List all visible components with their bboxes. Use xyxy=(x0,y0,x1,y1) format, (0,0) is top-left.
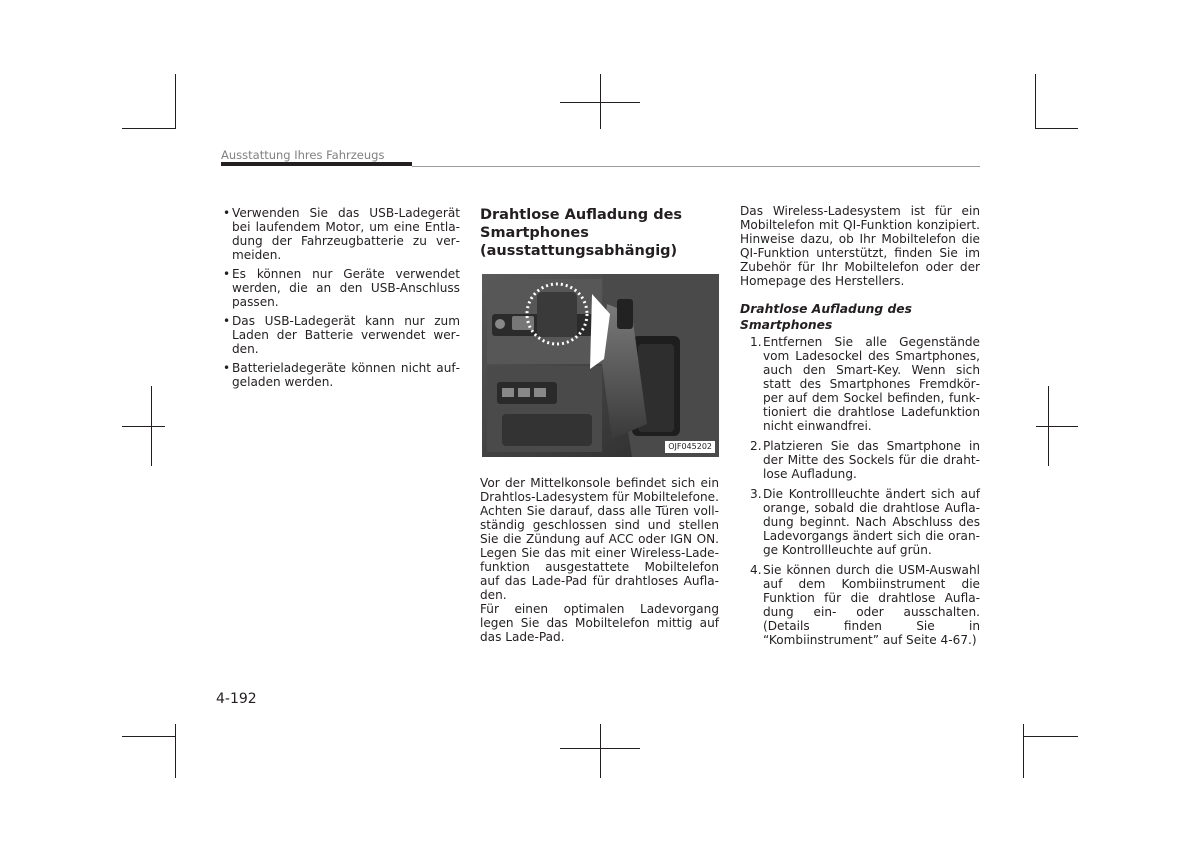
list-item: 1. Entfernen Sie alle Gegenstände vom Ladesockel des Smartphones, auch den Smart-Key. Wenn sich statt des Smartphones Fremdkörper auf dem Sockel befinden, funktioniert die drahtlose Ladefunktion nicht einwandfrei. xyxy=(750,335,980,433)
bullet-dot-icon: • xyxy=(223,361,231,375)
bullet-item: • Verwenden Sie das USB-Ladegerät bei laufendem Motor, um eine Entladung der Fahrzeugbatterie zu vermeiden. xyxy=(223,206,460,262)
section-header: Ausstattung Ihres Fahrzeugs xyxy=(221,148,385,162)
bullet-item: • Batterieladegeräte können nicht aufgeladen werden. xyxy=(223,361,460,389)
console-illustration xyxy=(482,274,719,457)
list-item: 3. Die Kontrollleuchte ändert sich auf orange, sobald die drahtlose Aufladung beginnt. Nach Abschluss des Ladevorgangs ändert sich die orange Kontrollleuchte auf grün. xyxy=(750,487,980,557)
list-item: 4. Sie können durch die USM-Auswahl auf dem Kombiinstrument die Funktion für die drahtlose Aufladung ein- oder ausschalten. (Details finden Sie in “Kombiinstrument” auf Seite 4-67.) xyxy=(750,563,980,647)
numbered-list xyxy=(740,335,980,647)
bullet-item: • Das USB-Ladegerät kann nur zum Laden der Batterie verwendet werden. xyxy=(223,314,460,356)
intro-paragraph: Das Wireless-Ladesystem ist für ein Mobiltelefon mit QI-Funktion konzipiert. Hinweise dazu, ob Ihr Mobiltelefon die QI-Funktion unterstützt, finden Sie im Zubehör für Ihr Mobiltelefon oder der Homepage des Herstellers. xyxy=(740,204,980,288)
figure-code: OJF045202 xyxy=(665,441,715,453)
bullet-dot-icon: • xyxy=(223,314,231,328)
bullet-list xyxy=(221,206,460,389)
header-rule-bar xyxy=(221,162,412,166)
body-paragraph: Vor der Mittelkonsole befindet sich ein Drahtlos-Ladesystem für Mobiltelefone. xyxy=(480,476,719,504)
bullet-dot-icon: • xyxy=(223,206,231,220)
header-rule-line xyxy=(412,166,980,167)
middle-column xyxy=(480,206,719,644)
bullet-dot-icon: • xyxy=(223,267,231,281)
right-column xyxy=(740,204,980,653)
list-item: 2. Platzieren Sie das Smartphone in der Mitte des Sockels für die drahtlose Aufladung. xyxy=(750,439,980,481)
subheading: Drahtlose Aufladung des Smartphones xyxy=(740,302,912,332)
bullet-item: • Es können nur Geräte verwendet werden, die an den USB-Anschluss passen. xyxy=(223,267,460,309)
section-heading: Drahtlose Aufladung des Smartphones (ausstattungsabhängig) xyxy=(480,207,683,259)
page-number: 4-192 xyxy=(216,691,257,707)
console-photo xyxy=(482,274,719,457)
left-column xyxy=(221,206,460,394)
body-paragraph: Achten Sie darauf, dass alle Türen vollständig geschlossen sind und stellen Sie die Zündung auf ACC oder IGN ON. Legen Sie das mit einer Wireless-Ladefunktion ausgestattete Mobiltelefon auf das Lade-Pad für drahtloses Aufladen. xyxy=(480,504,719,602)
body-paragraph: Für einen optimalen Ladevorgang legen Sie das Mobiltelefon mittig auf das Lade-Pad. xyxy=(480,602,719,644)
